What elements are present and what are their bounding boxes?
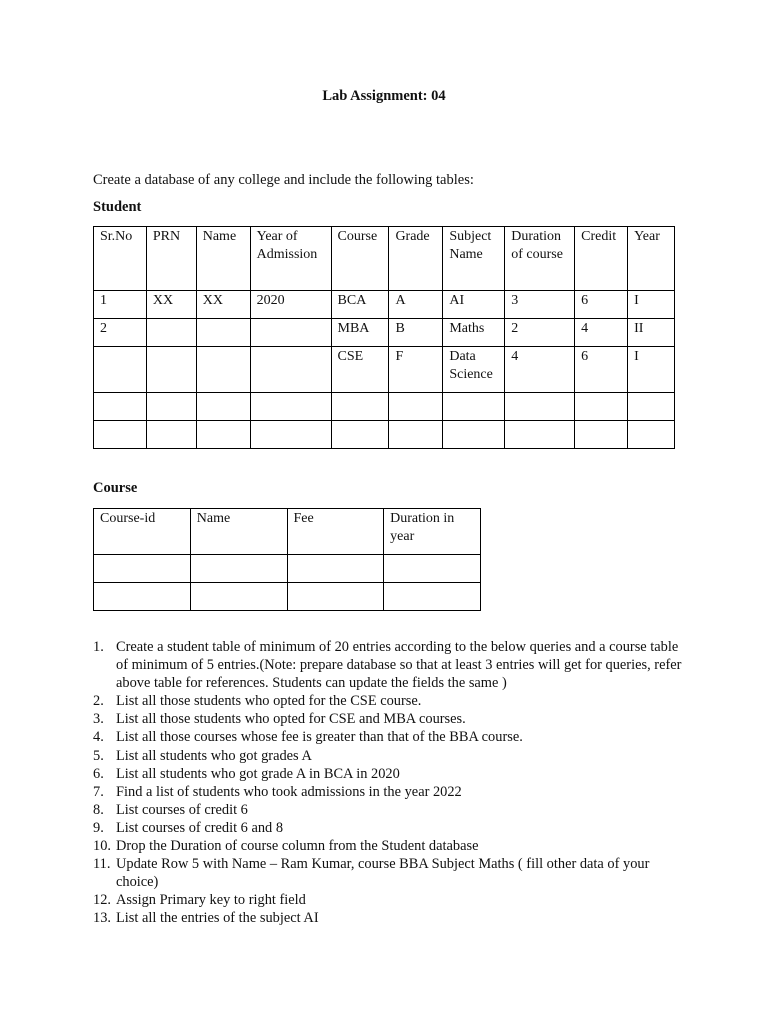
student-cell <box>146 319 196 347</box>
course-cell <box>287 583 384 611</box>
course-header-cell: Course-id <box>94 509 191 555</box>
intro-text: Create a database of any college and include the following tables: <box>93 172 474 188</box>
course-header-cell: Fee <box>287 509 384 555</box>
student-cell: F <box>389 347 443 393</box>
course-cell <box>190 583 287 611</box>
student-cell <box>196 319 250 347</box>
task-number: 12. <box>93 892 111 909</box>
student-cell: XX <box>196 291 250 319</box>
student-cell <box>628 393 675 421</box>
list-item <box>93 783 693 801</box>
student-cell <box>196 421 250 449</box>
student-header-cell: Duration of course <box>505 227 575 291</box>
student-cell: 2 <box>94 319 147 347</box>
student-cell: 1 <box>94 291 147 319</box>
student-cell <box>146 421 196 449</box>
student-cell <box>389 421 443 449</box>
list-item <box>93 710 693 728</box>
student-cell: CSE <box>331 347 389 393</box>
list-item <box>93 891 693 909</box>
task-number: 2. <box>93 693 104 710</box>
student-cell <box>443 393 505 421</box>
student-cell <box>628 421 675 449</box>
student-cell <box>389 393 443 421</box>
student-header-cell: Grade <box>389 227 443 291</box>
task-text: List all those students who opted for the CSE course. <box>116 693 422 710</box>
student-cell <box>146 393 196 421</box>
student-cell: 2 <box>505 319 575 347</box>
list-item <box>93 765 693 783</box>
student-header-cell: Sr.No <box>94 227 147 291</box>
task-number: 11. <box>93 856 111 873</box>
task-number: 10. <box>93 838 111 855</box>
student-cell <box>331 393 389 421</box>
student-cell: 4 <box>505 347 575 393</box>
student-cell <box>250 421 331 449</box>
course-cell <box>94 555 191 583</box>
document-title: Lab Assignment: 04 <box>322 88 446 104</box>
student-cell <box>443 421 505 449</box>
task-text: Assign Primary key to right field <box>116 892 306 909</box>
course-header-cell: Name <box>190 509 287 555</box>
student-cell <box>146 347 196 393</box>
task-number: 8. <box>93 801 104 818</box>
student-table <box>93 226 675 449</box>
course-header-row <box>94 509 481 555</box>
course-cell <box>384 583 481 611</box>
student-cell <box>250 347 331 393</box>
table-row <box>94 555 481 583</box>
list-item <box>93 855 693 891</box>
course-cell <box>384 555 481 583</box>
student-cell <box>250 393 331 421</box>
task-list <box>93 638 693 928</box>
table-row <box>94 291 675 319</box>
task-text: List all students who got grades A <box>116 747 312 764</box>
task-text: List all those students who opted for CSE and MBA courses. <box>116 711 466 728</box>
student-cell <box>250 319 331 347</box>
task-text: List courses of credit 6 and 8 <box>116 819 284 836</box>
list-item <box>93 837 693 855</box>
table-row <box>94 583 481 611</box>
task-text: Create a student table of minimum of 20 entries according to the below queries and a course table of minimum of 5 entries.(Note: prepare database so that at least 3 entries will get for queries, refer above table for references. Students can update the fields the same ) <box>116 639 682 692</box>
list-item <box>93 819 693 837</box>
student-header-cell: PRN <box>146 227 196 291</box>
task-number: 4. <box>93 729 104 746</box>
task-number: 3. <box>93 711 104 728</box>
student-header-cell: Course <box>331 227 389 291</box>
course-table <box>93 508 481 611</box>
table-row <box>94 319 675 347</box>
student-cell: Maths <box>443 319 505 347</box>
student-cell: Data Science <box>443 347 505 393</box>
student-heading: Student <box>93 199 142 215</box>
course-heading: Course <box>93 480 138 496</box>
student-header-cell: Subject Name <box>443 227 505 291</box>
task-text: List all students who got grade A in BCA in 2020 <box>116 765 400 782</box>
task-number: 1. <box>93 639 104 655</box>
student-cell: 6 <box>575 291 628 319</box>
table-row <box>94 421 675 449</box>
student-cell: I <box>628 291 675 319</box>
student-cell <box>94 421 147 449</box>
student-cell: AI <box>443 291 505 319</box>
list-item <box>93 728 693 746</box>
list-item <box>93 638 693 692</box>
task-number: 6. <box>93 765 104 782</box>
student-header-cell: Name <box>196 227 250 291</box>
task-text: List all those courses whose fee is greater than that of the BBA course. <box>116 729 523 746</box>
task-text: Find a list of students who took admissions in the year 2022 <box>116 783 462 800</box>
student-cell <box>196 347 250 393</box>
student-cell: A <box>389 291 443 319</box>
student-cell: I <box>628 347 675 393</box>
course-cell <box>190 555 287 583</box>
table-row <box>94 393 675 421</box>
task-text: Update Row 5 with Name – Ram Kumar, course BBA Subject Maths ( fill other data of your choice) <box>116 856 650 891</box>
student-cell: BCA <box>331 291 389 319</box>
task-text: List all the entries of the subject AI <box>116 910 319 927</box>
task-number: 5. <box>93 747 104 764</box>
student-cell: B <box>389 319 443 347</box>
student-cell: II <box>628 319 675 347</box>
course-cell <box>94 583 191 611</box>
course-header-cell: Duration in year <box>384 509 481 555</box>
list-item <box>93 692 693 710</box>
table-row <box>94 347 675 393</box>
student-header-cell: Credit <box>575 227 628 291</box>
task-number: 13. <box>93 910 111 927</box>
student-cell: MBA <box>331 319 389 347</box>
list-item <box>93 747 693 765</box>
student-header-cell: Year of Admission <box>250 227 331 291</box>
student-cell: 2020 <box>250 291 331 319</box>
student-cell: 4 <box>575 319 628 347</box>
task-text: Drop the Duration of course column from the Student database <box>116 838 479 855</box>
list-item <box>93 801 693 819</box>
student-cell <box>94 393 147 421</box>
student-cell <box>331 421 389 449</box>
student-cell: XX <box>146 291 196 319</box>
student-header-cell: Year <box>628 227 675 291</box>
student-cell <box>575 421 628 449</box>
task-text: List courses of credit 6 <box>116 801 248 818</box>
student-cell <box>505 393 575 421</box>
task-number: 9. <box>93 819 104 836</box>
list-item <box>93 909 693 927</box>
student-cell <box>505 421 575 449</box>
student-cell <box>94 347 147 393</box>
course-cell <box>287 555 384 583</box>
student-cell <box>196 393 250 421</box>
student-cell <box>575 393 628 421</box>
student-cell: 3 <box>505 291 575 319</box>
task-number: 7. <box>93 783 104 800</box>
student-header-row <box>94 227 675 291</box>
student-cell: 6 <box>575 347 628 393</box>
